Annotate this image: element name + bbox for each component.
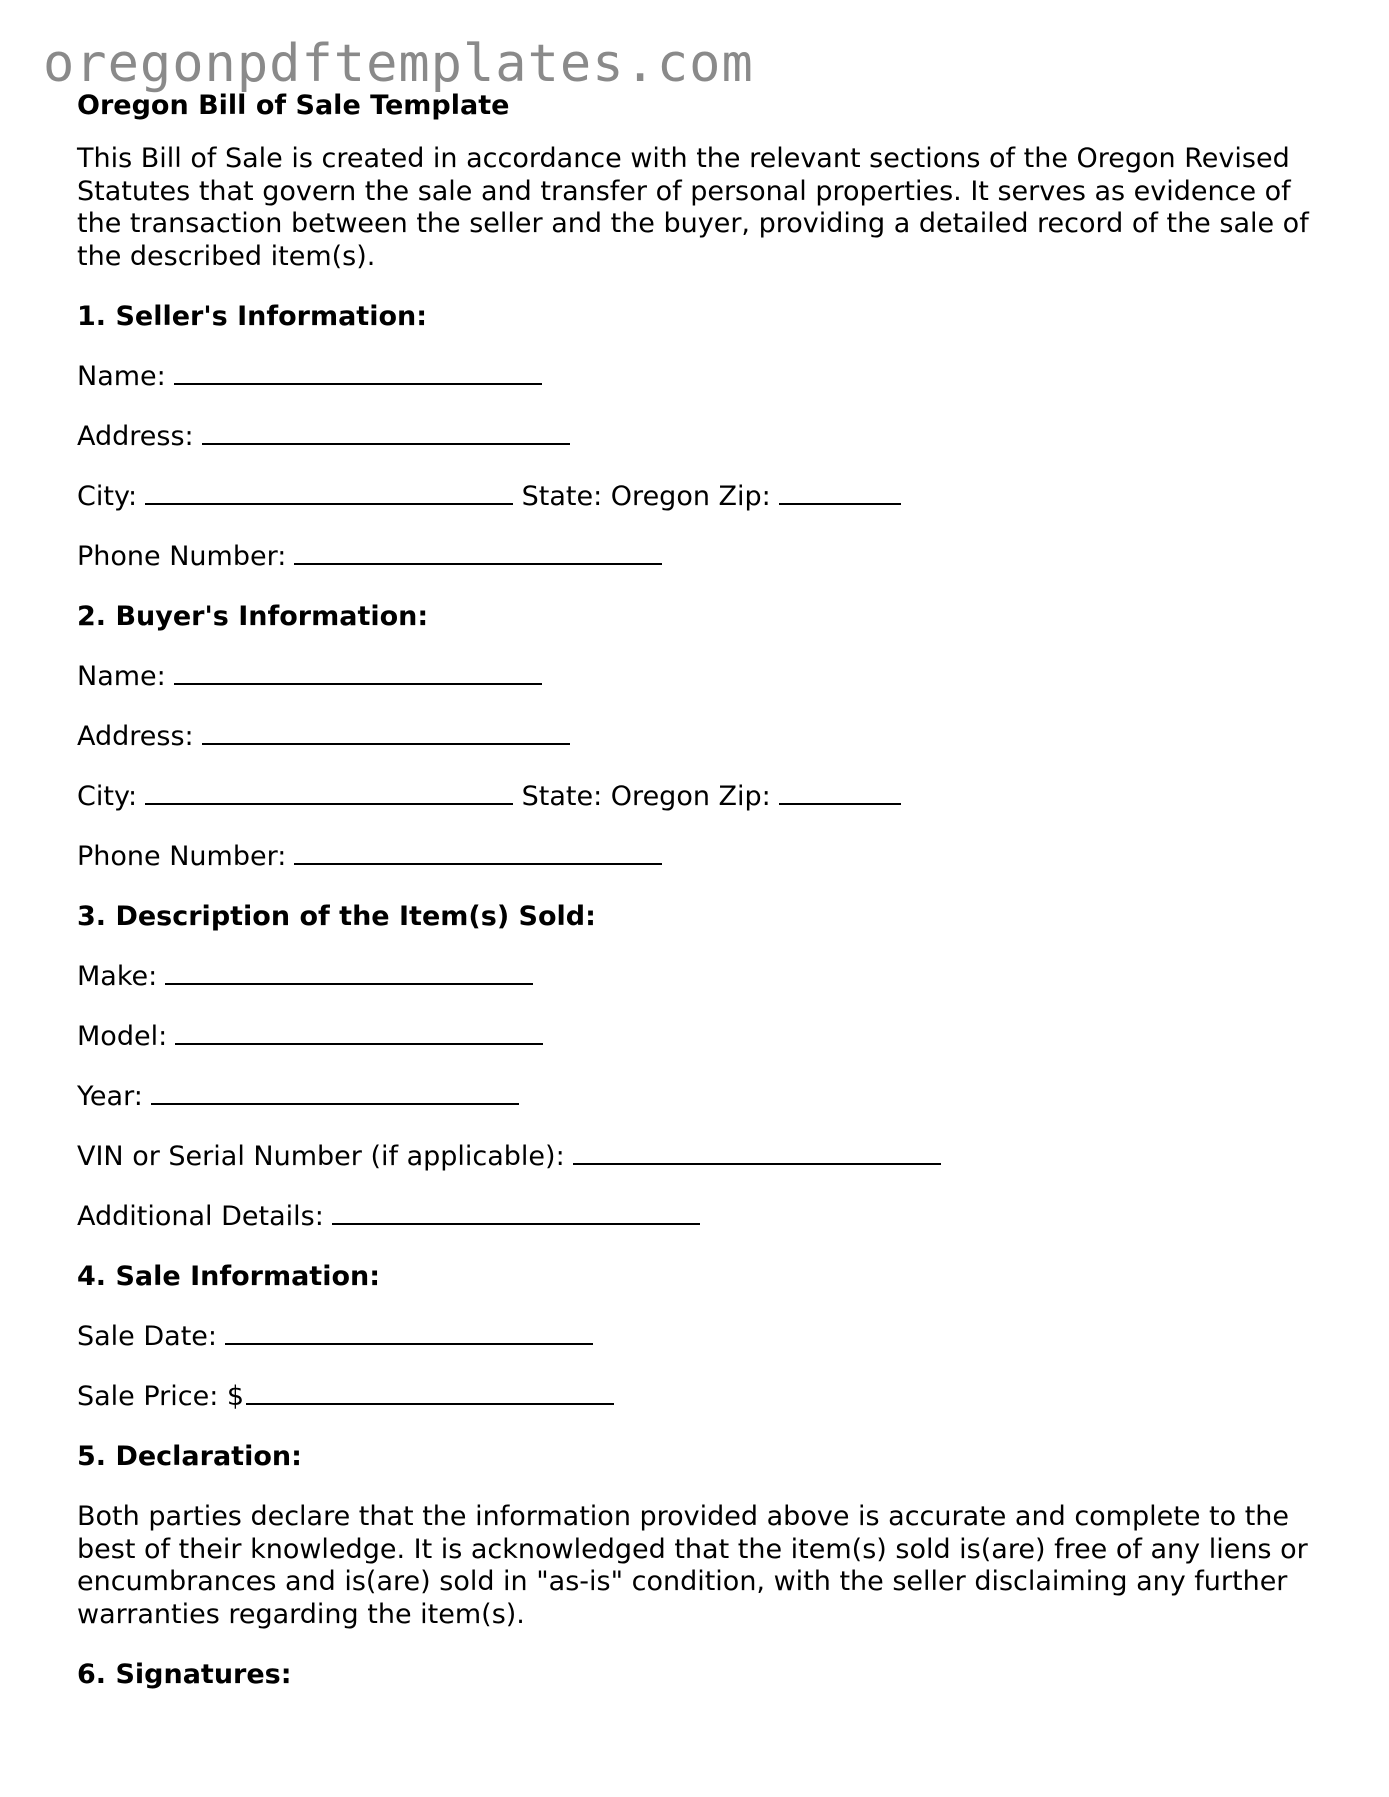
buyer-phone-label: Phone Number:	[77, 841, 287, 872]
sale-date-field	[77, 1321, 1317, 1353]
seller-city-blank[interactable]	[145, 481, 513, 505]
buyer-name-field	[77, 661, 1317, 693]
buyer-phone-field	[77, 841, 1317, 873]
seller-city-label: City:	[77, 481, 138, 512]
item-year-blank[interactable]	[151, 1081, 519, 1105]
signatures-heading: 6. Signatures:	[77, 1659, 292, 1690]
item-model-field	[77, 1021, 1317, 1053]
sale-price-blank[interactable]	[246, 1381, 614, 1405]
seller-city-field	[77, 481, 1317, 513]
seller-phone-field	[77, 541, 1317, 573]
buyer-state-zip-label: State: Oregon Zip:	[521, 781, 771, 812]
seller-address-blank[interactable]	[202, 421, 570, 445]
item-vin-blank[interactable]	[573, 1141, 941, 1165]
declaration-text: Both parties declare that the information provided above is accurate and complete to the best of their knowledge. It is acknowledged that the item(s) sold is(are) free of any liens or encumbrances and is(are) sold in "as-is" condition, with the seller disclaiming any further warranties regarding the item(s).	[77, 1501, 1308, 1630]
declaration-heading: 5. Declaration:	[77, 1441, 302, 1472]
sale-date-blank[interactable]	[225, 1321, 593, 1345]
declaration-section	[77, 1441, 1317, 1631]
buyer-phone-blank[interactable]	[294, 841, 662, 865]
buyer-heading: 2. Buyer's Information:	[77, 601, 429, 632]
seller-heading: 1. Seller's Information:	[77, 301, 428, 332]
buyer-zip-blank[interactable]	[779, 781, 901, 805]
seller-zip-blank[interactable]	[779, 481, 901, 505]
item-details-label: Additional Details:	[77, 1201, 324, 1232]
document-body	[77, 88, 1317, 1691]
seller-address-label: Address:	[77, 421, 194, 452]
buyer-address-blank[interactable]	[202, 721, 570, 745]
item-year-label: Year:	[77, 1081, 143, 1112]
sale-price-label: Sale Price: $	[77, 1381, 245, 1412]
item-heading: 3. Description of the Item(s) Sold:	[77, 901, 596, 932]
watermark-text: oregonpdftemplates.com	[43, 34, 754, 94]
seller-state-zip-label: State: Oregon Zip:	[521, 481, 771, 512]
buyer-address-field	[77, 721, 1317, 753]
seller-name-label: Name:	[77, 361, 166, 392]
item-vin-field	[77, 1141, 1317, 1173]
item-details-field	[77, 1201, 1317, 1233]
intro-paragraph: This Bill of Sale is created in accordance with the relevant sections of the Oregon Revised Statutes that govern the sale and transfer of personal properties. It serves as evidence of the transaction between the seller and the buyer, providing a detailed record of the sale of the described item(s).	[77, 143, 1309, 272]
item-section	[77, 901, 1317, 1233]
item-make-blank[interactable]	[165, 961, 533, 985]
sale-date-label: Sale Date:	[77, 1321, 218, 1352]
item-model-label: Model:	[77, 1021, 168, 1052]
buyer-city-blank[interactable]	[145, 781, 513, 805]
buyer-city-field	[77, 781, 1317, 813]
seller-phone-label: Phone Number:	[77, 541, 287, 572]
sale-section	[77, 1261, 1317, 1413]
signatures-section	[77, 1659, 1317, 1691]
seller-address-field	[77, 421, 1317, 453]
seller-section	[77, 301, 1317, 573]
seller-name-blank[interactable]	[174, 361, 542, 385]
item-make-label: Make:	[77, 961, 158, 992]
item-year-field	[77, 1081, 1317, 1113]
document-title: Oregon Bill of Sale Template	[77, 90, 510, 121]
item-make-field	[77, 961, 1317, 993]
seller-phone-blank[interactable]	[294, 541, 662, 565]
buyer-section	[77, 601, 1317, 873]
sale-heading: 4. Sale Information:	[77, 1261, 381, 1292]
item-vin-label: VIN or Serial Number (if applicable):	[77, 1141, 565, 1172]
seller-name-field	[77, 361, 1317, 393]
sale-price-field	[77, 1381, 1317, 1413]
item-details-blank[interactable]	[332, 1201, 700, 1225]
buyer-name-label: Name:	[77, 661, 166, 692]
buyer-name-blank[interactable]	[174, 661, 542, 685]
buyer-address-label: Address:	[77, 721, 194, 752]
item-model-blank[interactable]	[175, 1021, 543, 1045]
buyer-city-label: City:	[77, 781, 138, 812]
